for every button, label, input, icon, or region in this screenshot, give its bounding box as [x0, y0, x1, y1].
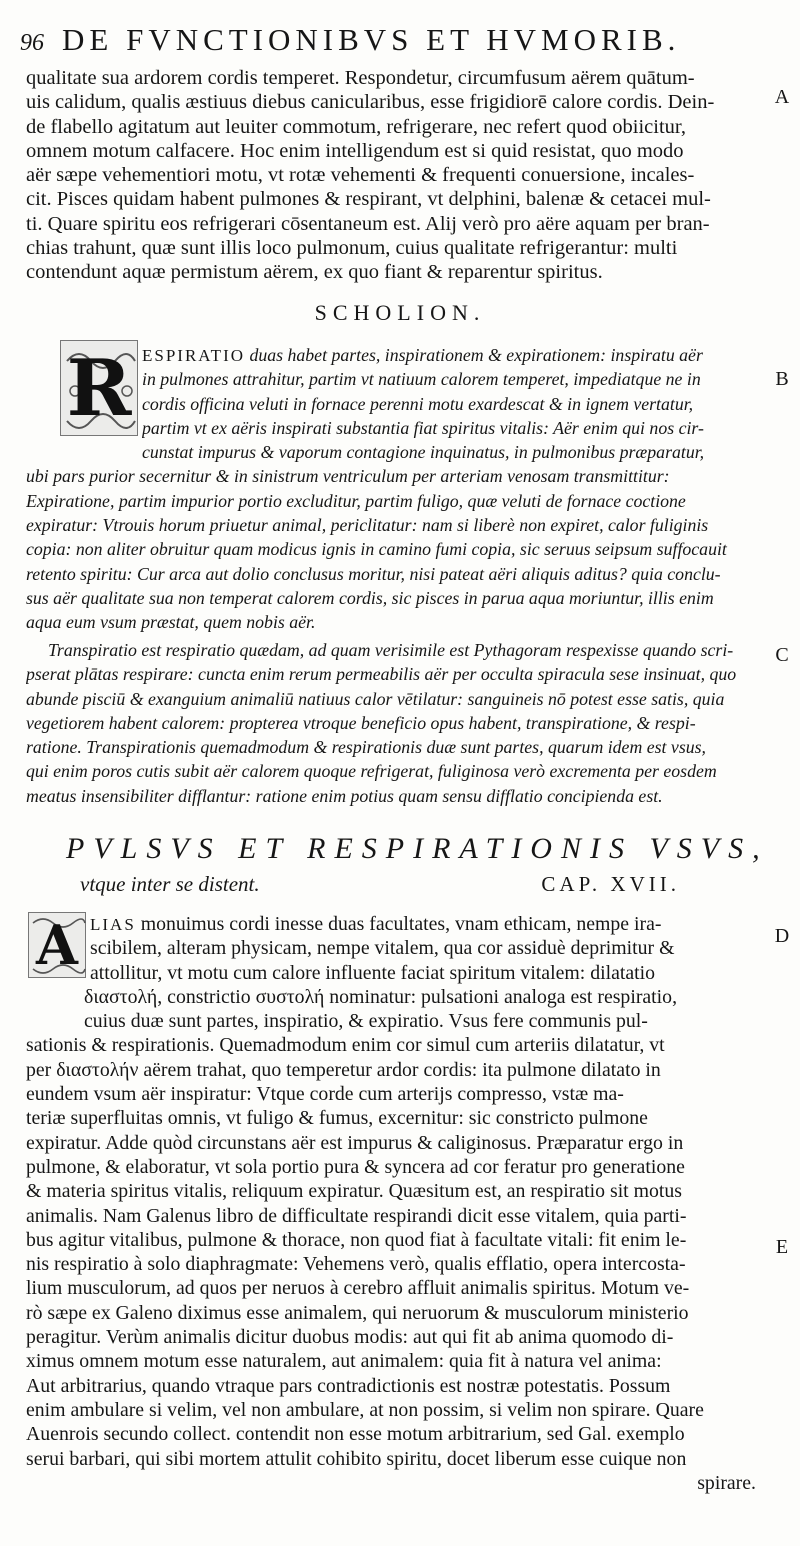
- text-line: animalis. Nam Galenus libro de difficultate respirandi dicit esse vitalem, quia parti-: [26, 1204, 687, 1227]
- text-line: cunstat impurus & vaporum contagione inquinatus, in pulmonibus præparatur,: [142, 442, 705, 463]
- text-line: διαστολή, constrictio συστολή nominatur: pulsationi analoga est respiratio,: [84, 985, 678, 1008]
- text-line: cuius duæ sunt partes, inspiratio, & expiratio. Vsus fere communis pul-: [84, 1010, 648, 1033]
- text-line: retento spiritu: Cur arca aut dolio conclusus moritur, nisi pateat aëri aliquis aditus? quia conclu-: [26, 563, 721, 584]
- text-line: Expiratione, partim impurior portio excluditur, partim fuligo, quæ veluti de fornace coctione: [26, 490, 686, 511]
- scholion-paragraph-2: [26, 638, 764, 806]
- margin-letter-e: E: [775, 1236, 789, 1258]
- text-line: abunde pisciū & exanguium animaliū natiuus calor vētilatur: sanguineis nō potest esse satis, quia: [26, 688, 725, 709]
- chapter-subtitle: vtque inter se distent.: [80, 872, 260, 896]
- text-fragment: duas habet partes, inspirationem & expirationem: inspiratu aër: [249, 345, 703, 365]
- drop-cap-letter: R: [66, 342, 132, 434]
- text-line: meatus insensibiliter difflantur: ratione enim potius quam sensu difflatio concipienda est.: [26, 785, 663, 806]
- text-line: ratione. Transpirationis quemadmodum & respirationis duæ sunt partes, quarum idem est vsus,: [26, 737, 707, 758]
- folio-number: 96: [20, 30, 44, 56]
- margin-letter-a: A: [774, 86, 790, 108]
- text-line: ximus omnem motum esse naturalem, aut animalem: quia fit à natura vel anima:: [26, 1350, 662, 1373]
- text-line: lium musculorum, ad quos per neruos à cerebro affluit animalis spiritus. Motum ve-: [26, 1277, 690, 1300]
- text-line: attollitur, vt motu cum calore influente faciat spiritum vitalem: dilatatio: [90, 961, 656, 984]
- text-line: serui barbari, qui sibi mortem attulit cohibito spiritu, docet liberum esse cuique non: [26, 1447, 687, 1470]
- text-line: ubi pars purior secernitur & in sinistrum ventriculum per arteriam venosam transmittitur:: [26, 466, 670, 487]
- text-line: [142, 343, 764, 367]
- text-line: copia: non aliter obruitur quam modicus ignis in camino fumi copia, sic seruus seipsum suffocauit: [26, 539, 727, 560]
- text-line: ti. Quare spiritu eos refrigerari cōsentaneum est. Alij verò pro aëre aquam per bran-: [26, 212, 710, 235]
- text-line: per διαστολήν aërem trahat, quo temperetur ardor cordis: ita pulmone dilatato in: [26, 1058, 661, 1081]
- text-line: bus agitur vitalibus, pulmone & thorace, non quod fiat à facultate vitali: fit enim le-: [26, 1228, 687, 1251]
- text-fragment: monuimus cordi inesse duas facultates, vnam ethicam, nempe ira-: [140, 913, 662, 935]
- text-line: & materia spiritus vitalis, reliquum expiratur. Quæsitum est, an respiratio sit motus: [26, 1180, 682, 1203]
- page-header: [20, 22, 760, 62]
- scholion-first-word: ESPIRATIO: [142, 346, 246, 365]
- text-line: expiratur: Vtrouis horum priuetur animal, periclitatur: nam si liberè non expiret, calor fuliginis: [26, 515, 709, 536]
- scholion-heading: SCHOLION.: [314, 300, 486, 325]
- text-line: in pulmones attrahitur, partim vt natiuum calorem temperet, impediatque ne in: [142, 369, 701, 390]
- running-head: DE FVNCTIONIBVS ET HVMORIB.: [62, 22, 681, 57]
- chapter-number: CAP. XVII.: [541, 872, 680, 896]
- chapter-first-word: LIAS: [90, 915, 136, 934]
- text-line: eundem vsum aër inspiratur: Vtque corde cum arterijs compresso, vstæ ma-: [26, 1083, 624, 1106]
- margin-letter-d: D: [774, 925, 790, 947]
- text-line: rò sæpe ex Galeno diximus esse animalem, qui neruorum & musculorum ministerio: [26, 1301, 689, 1324]
- text-line: pulmone, & elaboratur, vt sola portio pura & syncera ad cor feratur pro generatione: [26, 1155, 685, 1178]
- text-line: contendunt aquæ permistum aërem, ex quo fiant & reparentur spiritus.: [26, 261, 603, 284]
- text-line: sationis & respirationis. Quemadmodum enim cor simul cum arteriis dilatatur, vt: [26, 1034, 665, 1057]
- text-line: scibilem, alteram physicam, nempe vitalem, qua cor assiduè deprimitur &: [90, 937, 675, 960]
- text-line: de flabello agitatum aut leuiter commotum, refrigerare, nec refert quod obiicitur,: [26, 115, 687, 138]
- chapter-body: [26, 912, 764, 1494]
- text-line: aqua eum vsum præstat, quem nobis aër.: [26, 612, 316, 633]
- text-line: vegetiorem habent calorem: propterea vtroque beneficio opus habent, transpiratione, & respi-: [26, 712, 696, 733]
- text-line: [90, 912, 764, 936]
- text-line: Transpiratio est respiratio quædam, ad quam verisimile est Pythagoram respexisse quando scri-: [48, 640, 734, 660]
- chapter-subtitle-row: [80, 872, 680, 897]
- text-line: omnem motum calfacere. Hoc enim intelligendum est si quid resistat, quo modo: [26, 139, 684, 162]
- margin-letter-b: B: [775, 368, 789, 390]
- catchword: spirare.: [697, 1471, 756, 1494]
- text-line: teriæ superfluitas omnis, vt fuligo & fumus, excernitur: sic constricto pulmone: [26, 1107, 648, 1130]
- text-line: peragitur. Verùm animalis dicitur duobus modis: aut qui fit ab anima quomodo di-: [26, 1326, 674, 1349]
- text-line: chias trahunt, quæ sunt illis loco pulmonum, cuius qualitate refrigerantur: multi: [26, 237, 678, 260]
- text-line: partim vt ex aëris inspirati substantia fiat spiritus vitalis: Aër enim qui nos cir-: [142, 417, 704, 438]
- text-line: sus aër qualitate sua non temperat calorem cordis, sic pisces in parua aqua moriuntur, illis enim: [26, 587, 714, 608]
- text-line: enim ambulare si velim, vel non ambulare, at non possim, si velim non spirare. Quare: [26, 1398, 704, 1421]
- text-line: Auenrois secundo collect. contendit non esse motum arbitrarium, sed Gal. exemplo: [26, 1423, 685, 1446]
- chapter-title: PVLSVS ET RESPIRATIONIS VSVS,: [66, 832, 769, 865]
- scholion-paragraph-1: [26, 343, 764, 633]
- text-line: expiratur. Adde quòd circunstans aër est impurus & caliginosus. Præparatur ergo in: [26, 1131, 684, 1154]
- text-line: aër sæpe vehementiori motu, vt rotæ vehementi & frequenti conuersione, incales-: [26, 164, 695, 187]
- text-line: nis respiratio à solo diaphragmate: Vehemens verò, qualis efflatio, opera intercosta-: [26, 1253, 686, 1276]
- text-line: Aut arbitrarius, quando vtraque pars contradictionis est nostræ potestatis. Possum: [26, 1374, 671, 1397]
- text-line: cordis officina veluti in fornace perenni motu exardescat & in ignem vertatur,: [142, 393, 694, 414]
- text-line: pserat plātas respirare: cuncta enim rerum permeabilis aër per occulta spiracula sese insinuat, quo: [26, 664, 737, 685]
- drop-cap-letter: A: [36, 913, 78, 977]
- text-line: qui enim poros cutis subit aër calorem quoque refrigerat, fuliginosa verò excrementa per eosdem: [26, 761, 717, 782]
- text-line: cit. Pisces quidam habent pulmones & respirant, vt delphini, balenæ & cetacei mul-: [26, 188, 711, 211]
- text-line: uis calidum, qualis æstiuus diebus canicularibus, esse frigidiorē calore cordis. Dein-: [26, 91, 715, 114]
- margin-letter-c: C: [775, 644, 789, 666]
- text-line: qualitate sua ardorem cordis temperet. Respondetur, circumfusum aërem quātum-: [26, 67, 695, 89]
- opening-paragraph: [26, 66, 764, 285]
